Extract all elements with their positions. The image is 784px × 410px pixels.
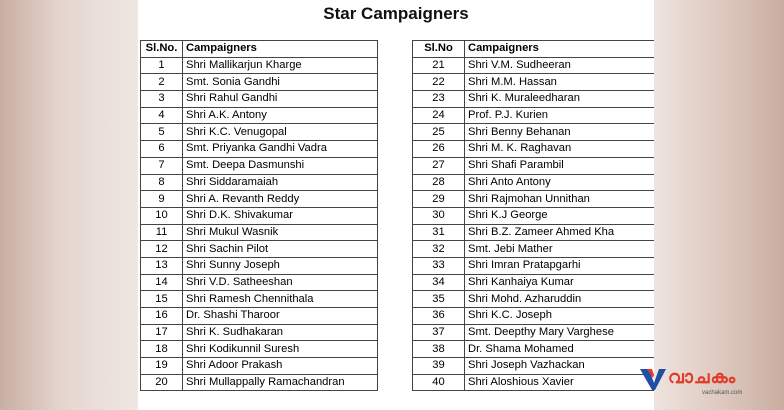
table-row — [141, 124, 378, 141]
serial-number-cell: 22 — [413, 74, 465, 91]
serial-number-cell: 21 — [413, 57, 465, 74]
table-row — [413, 207, 655, 224]
campaigners-table-right — [412, 40, 654, 391]
table-row — [141, 257, 378, 274]
document-page — [138, 0, 654, 410]
campaigners-table-left — [140, 40, 378, 391]
table-row — [141, 291, 378, 308]
campaigner-name-cell: Smt. Sonia Gandhi — [183, 74, 378, 91]
table-row — [413, 274, 655, 291]
serial-number-cell: 10 — [141, 207, 183, 224]
serial-number-cell: 39 — [413, 358, 465, 375]
campaigner-name-cell: Shri Mullappally Ramachandran — [183, 374, 378, 391]
campaigner-name-cell: Prof. P.J. Kurien — [465, 107, 655, 124]
campaigner-name-cell: Shri M.M. Hassan — [465, 74, 655, 91]
serial-number-cell: 1 — [141, 57, 183, 74]
serial-number-cell: 28 — [413, 174, 465, 191]
table-row — [141, 374, 378, 391]
table-row — [413, 107, 655, 124]
campaigner-name-cell: Shri Anto Antony — [465, 174, 655, 191]
serial-number-cell: 24 — [413, 107, 465, 124]
table-row — [413, 241, 655, 258]
campaigner-name-cell: Shri Rajmohan Unnithan — [465, 191, 655, 208]
serial-number-cell: 15 — [141, 291, 183, 308]
serial-number-cell: 35 — [413, 291, 465, 308]
campaigner-name-cell: Shri A.K. Antony — [183, 107, 378, 124]
campaigner-name-cell: Shri Rahul Gandhi — [183, 91, 378, 108]
campaigner-name-cell: Shri K.C. Venugopal — [183, 124, 378, 141]
serial-number-cell: 33 — [413, 257, 465, 274]
campaigner-name-cell: Shri Shafi Parambil — [465, 157, 655, 174]
serial-number-cell: 37 — [413, 324, 465, 341]
serial-number-cell: 12 — [141, 241, 183, 258]
table-row — [413, 157, 655, 174]
table-row — [413, 124, 655, 141]
campaigner-name-cell: Shri Kanhaiya Kumar — [465, 274, 655, 291]
column-header-sl-no: Sl.No — [413, 41, 465, 58]
logo-text: വാചകം — [668, 367, 737, 387]
table-row — [413, 191, 655, 208]
table-row — [141, 241, 378, 258]
serial-number-cell: 26 — [413, 141, 465, 158]
serial-number-cell: 8 — [141, 174, 183, 191]
campaigner-name-cell: Shri M. K. Raghavan — [465, 141, 655, 158]
campaigner-name-cell: Dr. Shama Mohamed — [465, 341, 655, 358]
campaigner-name-cell: Smt. Jebi Mather — [465, 241, 655, 258]
background-left — [0, 0, 138, 410]
serial-number-cell: 14 — [141, 274, 183, 291]
table-row — [141, 57, 378, 74]
table-row — [141, 341, 378, 358]
serial-number-cell: 4 — [141, 107, 183, 124]
campaigner-name-cell: Shri Adoor Prakash — [183, 358, 378, 375]
campaigner-name-cell: Shri A. Revanth Reddy — [183, 191, 378, 208]
serial-number-cell: 23 — [413, 91, 465, 108]
campaigner-name-cell: Shri V.D. Satheeshan — [183, 274, 378, 291]
serial-number-cell: 30 — [413, 207, 465, 224]
page-title: Star Campaigners — [323, 4, 469, 23]
campaigner-name-cell: Shri Imran Pratapgarhi — [465, 257, 655, 274]
background-right — [654, 0, 784, 410]
serial-number-cell: 27 — [413, 157, 465, 174]
serial-number-cell: 31 — [413, 224, 465, 241]
serial-number-cell: 29 — [413, 191, 465, 208]
table-row — [141, 107, 378, 124]
table-body-right — [413, 57, 655, 391]
table-row — [413, 57, 655, 74]
campaigner-name-cell: Shri K. Sudhakaran — [183, 324, 378, 341]
table-row — [413, 224, 655, 241]
table-row — [413, 324, 655, 341]
serial-number-cell: 7 — [141, 157, 183, 174]
table-row — [413, 141, 655, 158]
serial-number-cell: 3 — [141, 91, 183, 108]
campaigner-name-cell: Shri V.M. Sudheeran — [465, 57, 655, 74]
table-row — [141, 174, 378, 191]
table-row — [413, 374, 655, 391]
serial-number-cell: 32 — [413, 241, 465, 258]
campaigner-name-cell: Shri Kodikunnil Suresh — [183, 341, 378, 358]
serial-number-cell: 9 — [141, 191, 183, 208]
campaigner-name-cell: Shri Joseph Vazhackan — [465, 358, 655, 375]
table-row — [413, 358, 655, 375]
table-row — [413, 174, 655, 191]
table-row — [413, 91, 655, 108]
campaigner-name-cell: Smt. Deepthy Mary Varghese — [465, 324, 655, 341]
table-body-left — [141, 57, 378, 391]
table-row — [413, 341, 655, 358]
campaigner-name-cell: Shri Ramesh Chennithala — [183, 291, 378, 308]
serial-number-cell: 34 — [413, 274, 465, 291]
table-row — [141, 157, 378, 174]
table-row — [141, 74, 378, 91]
serial-number-cell: 16 — [141, 308, 183, 325]
logo-icon — [638, 366, 668, 392]
serial-number-cell: 11 — [141, 224, 183, 241]
campaigner-name-cell: Shri K.J George — [465, 207, 655, 224]
campaigner-name-cell: Shri Benny Behanan — [465, 124, 655, 141]
campaigner-name-cell: Shri Sachin Pilot — [183, 241, 378, 258]
serial-number-cell: 5 — [141, 124, 183, 141]
table-row — [141, 324, 378, 341]
table-row — [413, 291, 655, 308]
campaigner-name-cell: Shri Mallikarjun Kharge — [183, 57, 378, 74]
campaigner-name-cell: Shri Sunny Joseph — [183, 257, 378, 274]
table-row — [413, 257, 655, 274]
campaigner-name-cell: Shri K.C. Joseph — [465, 308, 655, 325]
table-row — [141, 207, 378, 224]
serial-number-cell: 40 — [413, 374, 465, 391]
campaigner-name-cell: Smt. Priyanka Gandhi Vadra — [183, 141, 378, 158]
serial-number-cell: 20 — [141, 374, 183, 391]
table-row — [141, 141, 378, 158]
table-row — [141, 358, 378, 375]
table-row — [141, 91, 378, 108]
table-row — [141, 308, 378, 325]
serial-number-cell: 18 — [141, 341, 183, 358]
serial-number-cell: 2 — [141, 74, 183, 91]
column-header-campaigners: Campaigners — [183, 41, 378, 58]
campaigner-name-cell: Dr. Shashi Tharoor — [183, 308, 378, 325]
campaigner-name-cell: Shri K. Muraleedharan — [465, 91, 655, 108]
serial-number-cell: 38 — [413, 341, 465, 358]
campaigner-name-cell: Shri Aloshious Xavier — [465, 374, 655, 391]
column-header-sl-no: Sl.No. — [141, 41, 183, 58]
serial-number-cell: 19 — [141, 358, 183, 375]
table-header-row — [141, 41, 378, 58]
campaigner-name-cell: Smt. Deepa Dasmunshi — [183, 157, 378, 174]
table-row — [141, 224, 378, 241]
table-row — [413, 308, 655, 325]
serial-number-cell: 25 — [413, 124, 465, 141]
table-row — [413, 74, 655, 91]
serial-number-cell: 6 — [141, 141, 183, 158]
table-header-row — [413, 41, 655, 58]
campaigner-name-cell: Shri Mohd. Azharuddin — [465, 291, 655, 308]
campaigner-name-cell: Shri Siddaramaiah — [183, 174, 378, 191]
campaigner-name-cell: Shri Mukul Wasnik — [183, 224, 378, 241]
logo-subtext: vachakam.com — [702, 390, 743, 396]
serial-number-cell: 13 — [141, 257, 183, 274]
campaigner-name-cell: Shri D.K. Shivakumar — [183, 207, 378, 224]
table-row — [141, 191, 378, 208]
campaigner-name-cell: Shri B.Z. Zameer Ahmed Kha — [465, 224, 655, 241]
column-header-campaigners: Campaigners — [465, 41, 655, 58]
serial-number-cell: 36 — [413, 308, 465, 325]
table-row — [141, 274, 378, 291]
watermark-logo — [638, 366, 774, 396]
serial-number-cell: 17 — [141, 324, 183, 341]
